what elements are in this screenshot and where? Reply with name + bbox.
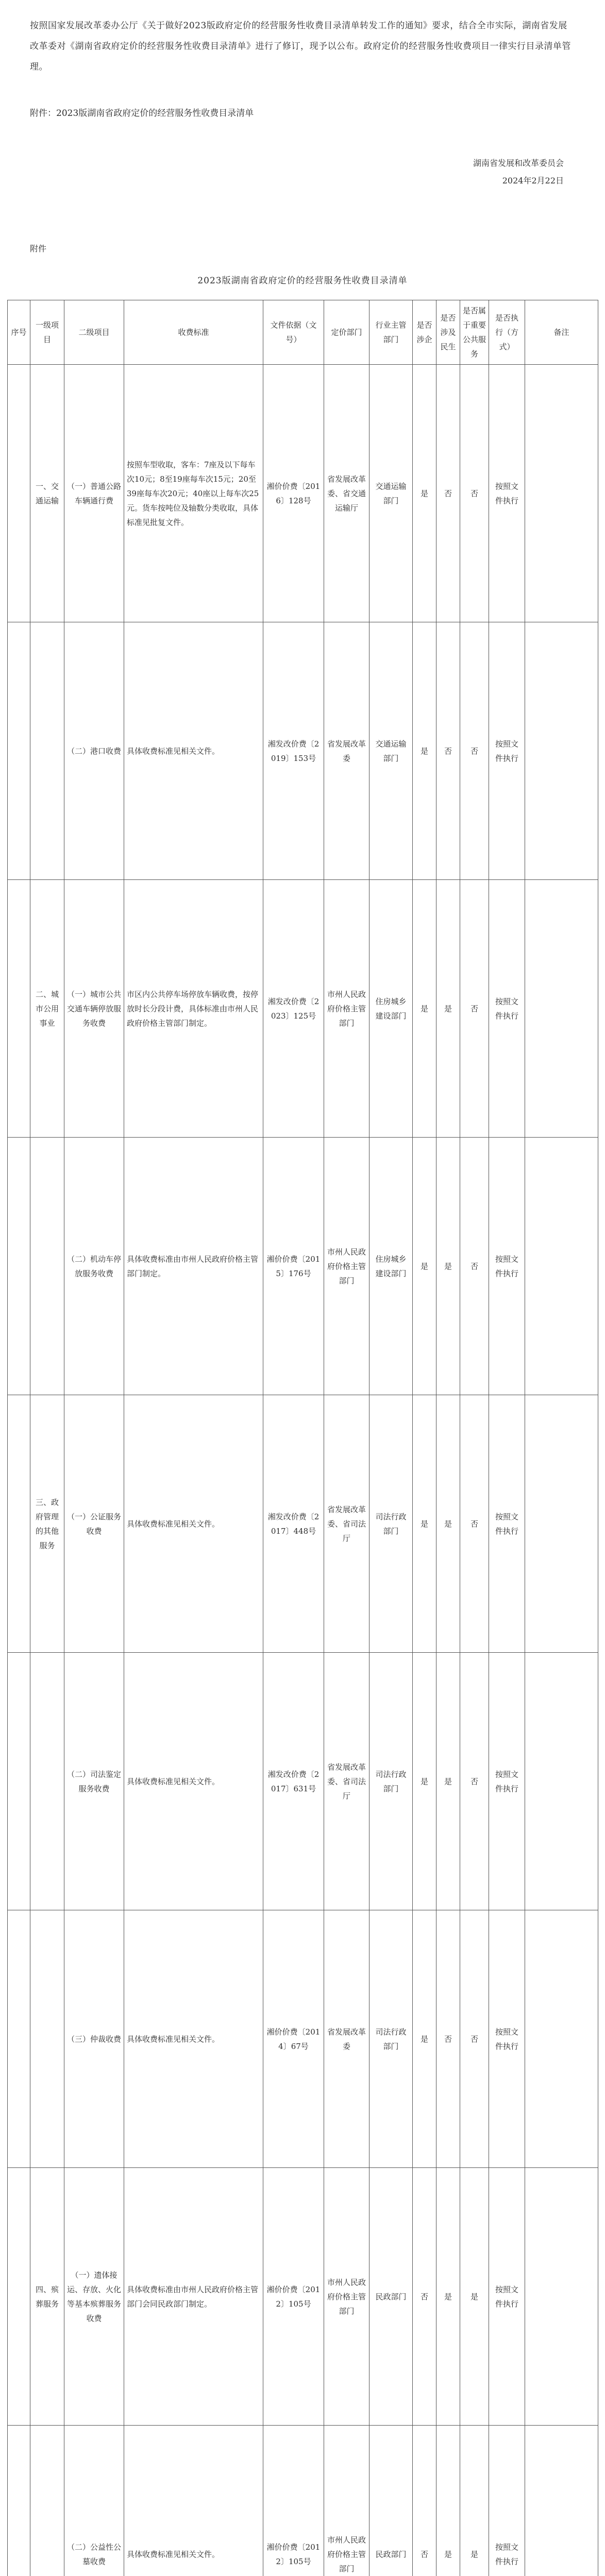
table-cell-l2: （二）机动车停放服务收费 [64,1138,124,1395]
table-row [8,622,598,880]
table-cell-c: 是 [460,2426,489,2576]
table-cell-b: 是 [436,1138,460,1395]
table-cell-d: 按照文件执行 [489,880,525,1138]
table-row [8,365,598,622]
table-cell-doc: 湘价价费〔2015〕176号 [263,1138,324,1395]
table-cell-mgr: 交通运输部门 [369,365,413,622]
table-cell-b: 是 [436,880,460,1138]
header-cell: 行业主管部门 [369,300,413,365]
table-cell-dept: 省发展改革委、省交通运输厅 [324,365,369,622]
table-cell-dept: 省发展改革委 [324,1910,369,2168]
table-cell-std: 具体收费标准见相关文件。 [124,2426,263,2576]
table-cell-doc: 湘价价费〔2012〕105号 [263,2426,324,2576]
table-cell-std: 具体收费标准由市州人民政府价格主管部门制定。 [124,1138,263,1395]
table-cell-d: 按照文件执行 [489,622,525,880]
table-cell-d: 按照文件执行 [489,1653,525,1910]
table-cell-c: 否 [460,1653,489,1910]
table-cell-doc: 湘价价费〔2014〕67号 [263,1910,324,2168]
header-cell: 收费标准 [124,300,263,365]
table-cell-std: 具体收费标准见相关文件。 [124,1395,263,1653]
table-cell-d: 按照文件执行 [489,365,525,622]
table-cell-std: 具体收费标准见相关文件。 [124,1653,263,1910]
table-cell-l2: （二）司法鉴定服务收费 [64,1653,124,1910]
table-cell-no [8,1910,30,2168]
table-cell-note [525,880,598,1138]
header-cell: 是否涉企 [413,300,436,365]
table-cell-mgr: 司法行政部门 [369,1653,413,1910]
table-cell-note [525,1910,598,2168]
table-cell-dept: 省发展改革委 [324,622,369,880]
table-cell-note [525,2168,598,2426]
table-cell-std: 按照车型收取，客车：7座及以下每车次10元；8至19座每车次15元；20至39座每车次20元；40座以上每车次25元。货车按吨位及轴数分类收取，具体标准见批复文件。 [124,365,263,622]
header-cell: 是否属于重要公共服务 [460,300,489,365]
table-cell-no [8,1653,30,1910]
table-cell-dept: 市州人民政府价格主管部门 [324,1138,369,1395]
table-cell-l2: （二）港口收费 [64,622,124,880]
table-cell-doc: 湘价价费〔2016〕128号 [263,365,324,622]
table-row [8,1138,598,1395]
table-cell-a: 否 [413,2426,436,2576]
table-cell-doc: 湘发改价费〔2017〕631号 [263,1653,324,1910]
header-cell: 一级项目 [30,300,64,365]
table-cell-mgr: 司法行政部门 [369,1395,413,1653]
table-cell-a: 否 [413,2168,436,2426]
table-cell-note [525,1138,598,1395]
table-cell-c: 否 [460,880,489,1138]
header-cell: 文件依据（文号） [263,300,324,365]
table-cell-c: 否 [460,622,489,880]
header-cell: 序号 [8,300,30,365]
header-cell: 是否执行（方式） [489,300,525,365]
table-cell-l2: （一）城市公共交通车辆停放服务收费 [64,880,124,1138]
table-cell-c: 否 [460,1910,489,2168]
attachment-label: 附件 [30,244,47,253]
table-cell-d: 按照文件执行 [489,1395,525,1653]
header-cell: 二级项目 [64,300,124,365]
table-cell-doc: 湘发改价费〔2019〕153号 [263,622,324,880]
table-row [8,1653,598,1910]
table-cell-no [8,2168,30,2426]
sign-date: 2024年2月22日 [502,176,564,185]
table-cell-note [525,622,598,880]
table-cell-dept: 市州人民政府价格主管部门 [324,2168,369,2426]
table-row [8,2168,598,2426]
table-cell-b: 是 [436,2168,460,2426]
table-cell-dept: 省发展改革委、省司法厅 [324,1395,369,1653]
table-cell-l2: （二）公益性公墓收费 [64,2426,124,2576]
table-cell-l2: （一）公证服务收费 [64,1395,124,1653]
table-cell-a: 是 [413,1653,436,1910]
table-cell-b: 否 [436,365,460,622]
table-cell-l1: 一、交通运输 [30,365,64,622]
table-cell-mgr: 住房城乡建设部门 [369,880,413,1138]
table-row [8,1395,598,1653]
table-cell-note [525,2426,598,2576]
table-cell-note [525,1653,598,1910]
table-row [8,880,598,1138]
table-cell-no [8,365,30,622]
table-cell-no [8,880,30,1138]
table-cell-a: 是 [413,365,436,622]
table-cell-l1 [30,1138,64,1395]
table-cell-note [525,1395,598,1653]
table-cell-dept: 市州人民政府价格主管部门 [324,2426,369,2576]
header-cell: 定价部门 [324,300,369,365]
table-cell-doc: 湘发改价费〔2023〕125号 [263,880,324,1138]
table-cell-d: 按照文件执行 [489,1910,525,2168]
table-cell-std: 具体收费标准见相关文件。 [124,622,263,880]
table-cell-c: 否 [460,365,489,622]
table-cell-a: 是 [413,1138,436,1395]
table-cell-mgr: 交通运输部门 [369,622,413,880]
table-cell-l2: （一）普通公路车辆通行费 [64,365,124,622]
table-cell-no [8,622,30,880]
table-cell-no [8,1138,30,1395]
table-cell-l1 [30,1910,64,2168]
table-cell-b: 是 [436,1395,460,1653]
table-cell-b: 否 [436,1910,460,2168]
table-cell-b: 是 [436,2426,460,2576]
table-cell-no [8,1395,30,1653]
table-cell-l2: （三）仲裁收费 [64,1910,124,2168]
table-cell-mgr: 住房城乡建设部门 [369,1138,413,1395]
table-cell-a: 是 [413,1395,436,1653]
table-cell-d: 按照文件执行 [489,2426,525,2576]
table-cell-doc: 湘发改价费〔2017〕448号 [263,1395,324,1653]
header-cell: 是否涉及民生 [436,300,460,365]
table-cell-mgr: 民政部门 [369,2426,413,2576]
table-cell-c: 是 [460,2168,489,2426]
sign-org: 湖南省发展和改革委员会 [473,158,564,168]
table-row [8,2426,598,2576]
table-cell-note [525,365,598,622]
table-cell-l1 [30,2426,64,2576]
table-cell-a: 是 [413,622,436,880]
table-cell-a: 是 [413,1910,436,2168]
table-cell-dept: 市州人民政府价格主管部门 [324,880,369,1138]
table-cell-b: 是 [436,1653,460,1910]
table-cell-no [8,2426,30,2576]
fee-catalog-table [7,300,598,2576]
table-cell-mgr: 民政部门 [369,2168,413,2426]
table-cell-c: 否 [460,1395,489,1653]
attachment-reference: 附件：2023版湖南省政府定价的经营服务性收费目录清单 [30,108,254,118]
header-cell: 备注 [525,300,598,365]
table-header-row [8,300,598,365]
table-cell-std: 市区内公共停车场停放车辆收费，按停放时长分段计费，具体标准由市州人民政府价格主管部门制定。 [124,880,263,1138]
intro-paragraph: 按照国家发展改革委办公厅《关于做好2023版政府定价的经营服务性收费目录清单转发工作的通知》要求，结合全市实际，湖南省发展改革委对《湖南省政府定价的经营服务性收费目录清单》进行了修订，现予以公布。政府定价的经营服务性收费项目一律实行目录清单管理。 [30,21,571,72]
table-cell-a: 是 [413,880,436,1138]
table-cell-l1: 四、殡葬服务 [30,2168,64,2426]
table-cell-std: 具体收费标准见相关文件。 [124,1910,263,2168]
table-cell-c: 否 [460,1138,489,1395]
table-cell-l2: （一）遗体接运、存放、火化等基本殡葬服务收费 [64,2168,124,2426]
table-cell-d: 按照文件执行 [489,2168,525,2426]
table-row [8,1910,598,2168]
table-cell-b: 否 [436,622,460,880]
table-cell-doc: 湘价价费〔2012〕105号 [263,2168,324,2426]
table-title: 2023版湖南省政府定价的经营服务性收费目录清单 [197,276,408,286]
table-cell-std: 具体收费标准由市州人民政府价格主管部门会同民政部门制定。 [124,2168,263,2426]
table-cell-l1 [30,1653,64,1910]
table-cell-l1: 三、政府管理的其他服务 [30,1395,64,1653]
table-cell-l1: 二、城市公用事业 [30,880,64,1138]
table-cell-mgr: 司法行政部门 [369,1910,413,2168]
table-cell-dept: 省发展改革委、省司法厅 [324,1653,369,1910]
table-cell-l1 [30,622,64,880]
table-cell-d: 按照文件执行 [489,1138,525,1395]
signature-block [473,155,564,190]
